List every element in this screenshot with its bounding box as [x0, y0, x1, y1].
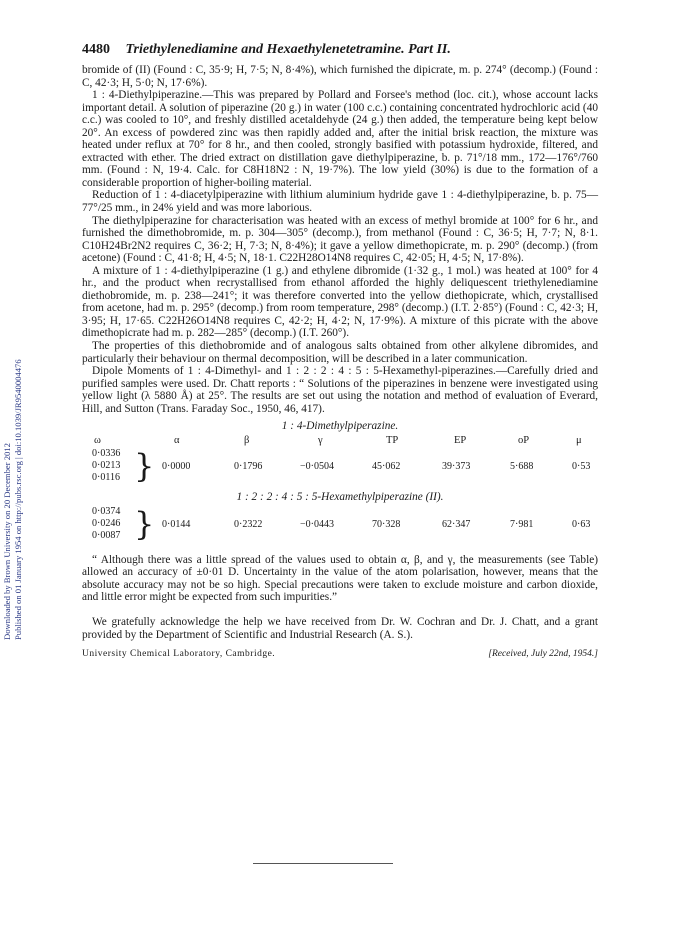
- article-page: [82, 42, 598, 659]
- end-rule: [253, 863, 393, 864]
- download-notice: Downloaded by Brown University on 20 December 2012: [2, 443, 12, 640]
- tp-value: 45·062: [372, 460, 401, 472]
- beta-value: 0·1796: [234, 460, 263, 472]
- mu-value: 0·63: [572, 518, 591, 530]
- received-date: [Received, July 22nd, 1954.]: [488, 649, 598, 660]
- quoted-paragraph: “ Although there was a little spread of the values used to obtain α, β, and γ, the measurements (see Table) allowed an accuracy of ±0·01 D. Uncertainty in the value of the atom polarisation, however, means that the absolute accuracy may not be so high. Special precautions were taken to exclude moisture and carbon dioxide, and little error might be expected from such impurities.”: [82, 553, 598, 604]
- beta-value: 0·2322: [234, 518, 263, 530]
- omega-value: 0·0087: [92, 529, 121, 541]
- table-title: 1 : 2 : 2 : 4 : 5 : 5-Hexamethylpiperazine (II).: [236, 490, 444, 503]
- omega-value: 0·0213: [92, 459, 121, 471]
- table-row: [82, 448, 598, 486]
- page-number: 4480: [82, 42, 110, 57]
- op-value: 7·981: [510, 518, 534, 530]
- column-header: β: [244, 435, 250, 447]
- column-header: γ: [318, 435, 323, 447]
- gamma-value: −0·0443: [300, 518, 334, 530]
- paragraph: The diethylpiperazine for characterisation was heated with an excess of methyl bromide at 100° for 6 hr., and furnished the dimethobromide, m. p. 304—305° (decomp.), from methanol (Found : C, 36·5; H, 7·7; N, 8·1. C10H24Br2N2 requires C, 36·2; H, 7·3; N, 8·4%); it gave a yellow dimethopicrate, m. p. 290° (decomp.) (from acetone) (Found : C, 41·8; H, 4·5; N, 18·1. C22H28O14N8 requires C, 42·05; H, 4·5; N, 17·8%).: [82, 214, 598, 265]
- column-header: oP: [518, 435, 530, 447]
- paragraph: 1 : 4-Diethylpiperazine.—This was prepared by Pollard and Forsee's method (loc. cit.), whose account lacks important detail. A solution of piperazine (20 g.) in water (100 c.c.) containing concentrated hydrochloric acid (40 c.c.) was cooled to 10°, and freshly distilled acetaldehyde (24 g.) then added, the temperature being kept below 20°. An excess of powdered zinc was then rapidly added and, after the initial brisk reaction, the mixture was heated under reflux at 70° for 8 hr., and then cooled, strongly basified with potassium hydroxide, filtered, and extracted with ether. The dried extract on distillation gave diethylpiperazine, b. p. 71°/18 mm., 172—176°/760 mm. (Found : N, 19·4. Calc. for C8H18N2 : N, 19·7%). The low yield (30%) is due to the formation of a considerable proportion of higher-boiling material.: [82, 89, 598, 189]
- omega-value: 0·0336: [92, 447, 121, 459]
- paragraph: The properties of this diethobromide and of analogous salts obtained from other alkylene dibromides, and particularly their behaviour on thermal decomposition, will be described in a later communication.: [82, 340, 598, 365]
- brace: }: [134, 504, 155, 543]
- gamma-value: −0·0504: [300, 460, 334, 472]
- omega-value: 0·0246: [92, 517, 121, 529]
- column-header: EP: [454, 435, 467, 447]
- mu-value: 0·53: [572, 460, 591, 472]
- ep-value: 39·373: [442, 460, 471, 472]
- running-title: Triethylenediamine and Hexaethylenetetramine. Part II.: [125, 42, 451, 57]
- publication-notice: Published on 01 January 1954 on http://pubs.rsc.org | doi:10.1039/JR9540004476: [13, 359, 23, 640]
- paragraph: bromide of (II) (Found : C, 35·9; H, 7·5; N, 8·4%), which furnished the dipicrate, m. p. 274° (decomp.) (Found : C, 42·3; H, 5·0; N, 17·6%).: [82, 64, 598, 89]
- column-header: μ: [576, 435, 582, 447]
- column-header: ω: [94, 435, 101, 447]
- alpha-value: 0·0000: [162, 460, 191, 472]
- column-header: α: [174, 435, 180, 447]
- omega-value: 0·0116: [92, 471, 120, 483]
- running-header: [82, 42, 598, 58]
- acknowledgement: We gratefully acknowledge the help we have received from Dr. W. Cochran and Dr. J. Chatt, and a grant provided by the Department of Scientific and Industrial Research (A. S.).: [82, 616, 598, 641]
- laboratory-address: University Chemical Laboratory, Cambridge.: [82, 649, 276, 660]
- dipole-table: [82, 420, 598, 544]
- affiliation-line: [82, 649, 598, 659]
- paragraph: Reduction of 1 : 4-diacetylpiperazine with lithium aluminium hydride gave 1 : 4-diethylpiperazine, b. p. 75—77°/25 mm., in 24% yield and was more laborious.: [82, 189, 598, 215]
- op-value: 5·688: [510, 460, 534, 472]
- table-row: [82, 506, 598, 544]
- column-header: TP: [386, 435, 399, 447]
- ep-value: 62·347: [442, 518, 471, 530]
- omega-value: 0·0374: [92, 505, 121, 517]
- table-header-row: [82, 435, 598, 448]
- brace: }: [134, 446, 155, 485]
- paragraph: A mixture of 1 : 4-diethylpiperazine (1 g.) and ethylene dibromide (1·32 g., 1 mol.) was heated at 100° for 4 hr., and the product when recrystallised from ethanol afforded the highly deliquescent triethylenediamine diethobromide, m. p. 238—241°; it was therefore converted into the yellow diethopicrate, which, crystallised from acetone, had m. p. 295° (decomp.) from room temperature, 298° (decomp.) (I.T. 2·85°) (Found : C, 42·3; H, 3·95; H, 17·65. C22H26O14N8 requires C, 42·2; H, 4·2; N, 17·9%). A mixture of this picrate with the above dimethopicrate had m. p. 282—285° (decomp.) (I.T. 260°).: [82, 264, 598, 340]
- paragraph: Dipole Moments of 1 : 4-Dimethyl- and 1 : 2 : 2 : 4 : 5 : 5-Hexamethyl-piperazines.—Carefully dried and purified samples were used. Dr. Chatt reports : “ Solutions of the piperazines in benzene were investigated using yellow light (λ 5880 Å) at 25°. The results are set out using the notation and method of evaluation of Everard, Hill, and Sutton (Trans. Faraday Soc., 1950, 46, 417).: [82, 365, 598, 415]
- tp-value: 70·328: [372, 518, 401, 530]
- download-watermark: [2, 240, 23, 640]
- table-title: 1 : 4-Dimethylpiperazine.: [281, 420, 399, 433]
- alpha-value: 0·0144: [162, 518, 191, 530]
